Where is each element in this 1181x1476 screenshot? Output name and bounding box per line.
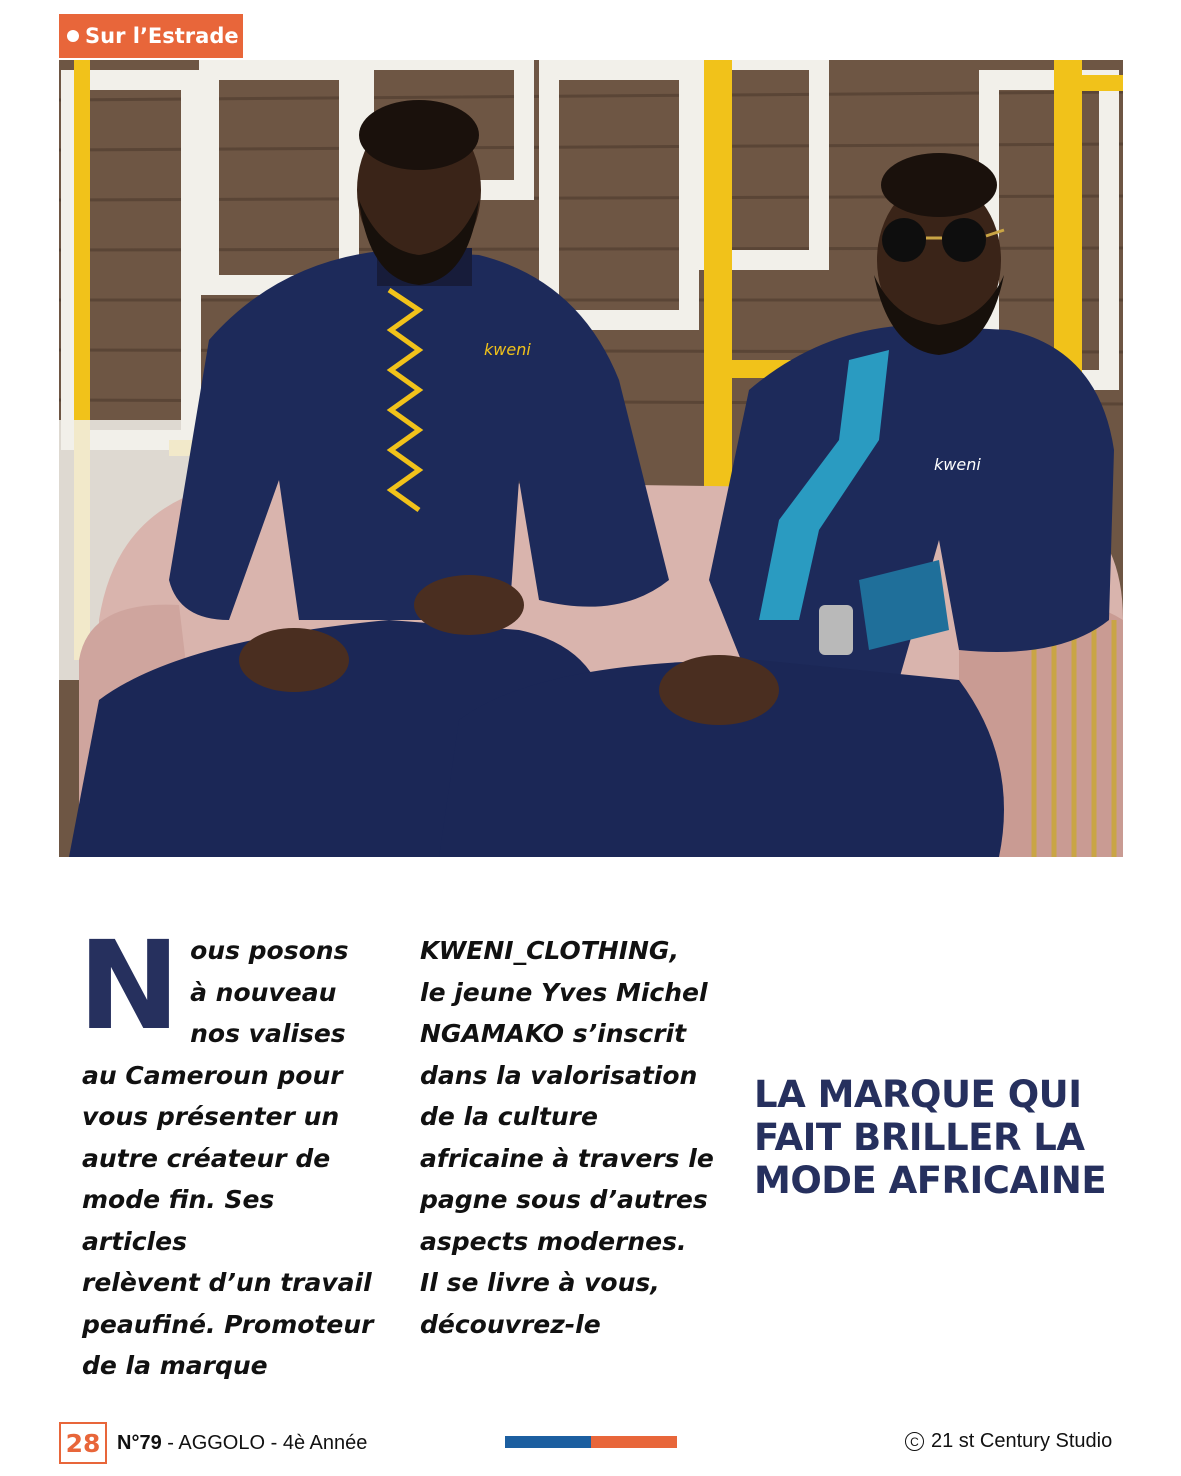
photo-logo-right: kweni bbox=[934, 455, 981, 474]
article-text-1: au Cameroun pour vous présenter un autre créateur de mode fin. Ses articles relèvent d’un travail peaufiné. Promoteur de la marque bbox=[82, 1060, 374, 1380]
decor-bar-orange bbox=[591, 1436, 677, 1448]
issue-info bbox=[117, 1432, 367, 1455]
drop-cap: N bbox=[78, 915, 181, 1057]
article-column-2 bbox=[420, 930, 720, 1345]
article-text-2: KWENI_CLOTHING, le jeune Yves Michel NGAMAKO s’inscrit dans la valorisation de la culture africaine à travers le pagne sous d’autres aspects modernes. Il se livre à vous, découvrez-le bbox=[420, 936, 714, 1339]
article-intro: ous posons à nouveau nos valises bbox=[190, 936, 349, 1048]
photo-logo-left: kweni bbox=[484, 340, 531, 359]
bullet-icon bbox=[67, 30, 79, 42]
page-footer bbox=[0, 1420, 1181, 1470]
issue-number: N°79 bbox=[117, 1432, 162, 1454]
hero-photo bbox=[59, 60, 1123, 857]
issue-details: - AGGOLO - 4è Année bbox=[161, 1432, 368, 1454]
article-column-1 bbox=[78, 915, 382, 1387]
credit-text: 21 st Century Studio bbox=[931, 1430, 1113, 1452]
page-number: 28 bbox=[59, 1422, 107, 1464]
section-label: Sur l’Estrade bbox=[85, 24, 239, 48]
photo-credit bbox=[905, 1430, 1112, 1453]
section-tag bbox=[59, 14, 243, 58]
decor-bar-blue bbox=[505, 1436, 591, 1448]
article-headline: LA MARQUE QUI FAIT BRILLER LA MODE AFRICAINE bbox=[754, 1073, 1107, 1202]
copyright-icon: C bbox=[905, 1432, 924, 1451]
